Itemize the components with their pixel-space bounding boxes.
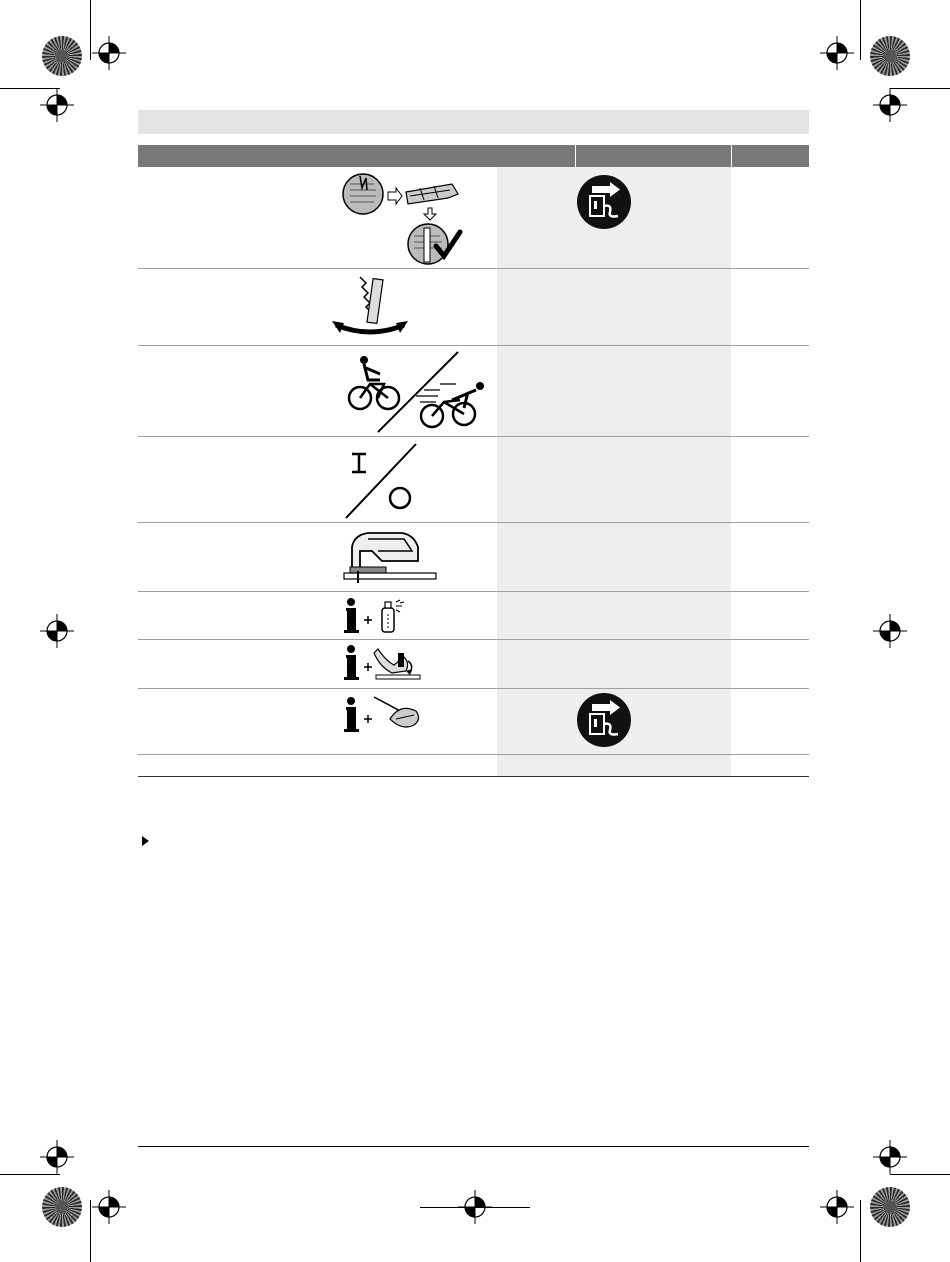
page-header-band	[138, 110, 809, 134]
color-target-icon	[42, 1187, 82, 1227]
crop-mark	[420, 1207, 530, 1208]
table-row-divider	[138, 522, 809, 523]
registration-target-icon	[40, 88, 74, 122]
registration-target-icon	[873, 1140, 907, 1174]
color-target-icon	[42, 36, 82, 76]
registration-target-icon	[873, 88, 907, 122]
crop-mark	[0, 1174, 60, 1175]
table-row-divider	[138, 754, 809, 755]
crop-mark	[90, 0, 91, 60]
table-row-divider	[138, 268, 809, 269]
info-lubricant-icon	[344, 598, 416, 634]
jigsaw-cut-icon	[342, 527, 438, 585]
footer-rule	[138, 1146, 809, 1147]
crop-mark	[860, 0, 861, 60]
table-header	[138, 145, 809, 167]
info-carbon-brush-icon	[344, 645, 424, 681]
on-off-switch-icon	[342, 442, 422, 520]
unplug-power-icon	[576, 692, 632, 748]
blade-bent-icon	[330, 273, 410, 343]
color-target-icon	[870, 1187, 910, 1227]
bullet-arrow-icon	[142, 836, 149, 846]
table-column-shaded	[497, 167, 731, 776]
table-bottom-border	[138, 776, 809, 777]
info-cleaning-brush-icon	[344, 695, 424, 735]
registration-target-icon	[873, 614, 907, 648]
registration-target-icon	[92, 36, 126, 70]
color-target-icon	[870, 36, 910, 76]
crop-mark	[860, 1200, 861, 1262]
table-row-divider	[138, 436, 809, 437]
registration-target-icon	[40, 614, 74, 648]
blade-change-icon	[340, 170, 465, 266]
registration-target-icon	[40, 1140, 74, 1174]
registration-target-icon	[820, 1190, 854, 1224]
speed-selection-icon	[340, 350, 490, 434]
crop-mark	[890, 1174, 950, 1175]
registration-target-icon	[820, 36, 854, 70]
table-row-divider	[138, 345, 809, 346]
unplug-power-icon	[576, 174, 632, 230]
table-row-divider	[138, 639, 809, 640]
crop-mark	[90, 1200, 91, 1262]
table-row-divider	[138, 591, 809, 592]
table-row-divider	[138, 688, 809, 689]
registration-target-icon	[92, 1190, 126, 1224]
